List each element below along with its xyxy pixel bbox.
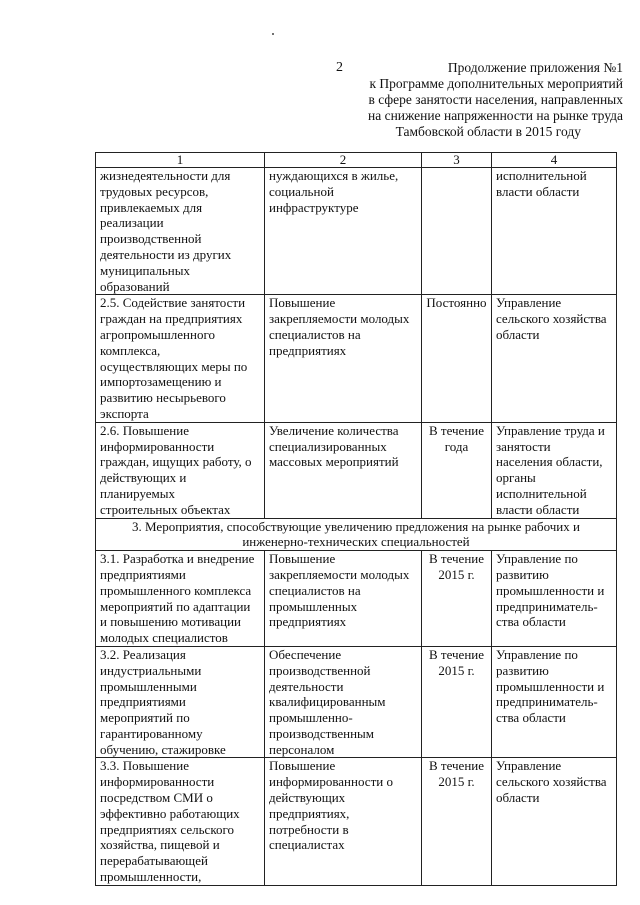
result-cell: Повышение закрепляемости молодых специалистов на предприятиях xyxy=(265,295,422,422)
column-number: 1 xyxy=(96,153,265,168)
appendix-header-line: Тамбовской области в 2015 году xyxy=(395,124,581,139)
page-number: 2 xyxy=(336,60,343,75)
table-row xyxy=(96,758,617,886)
appendix-header-line: Продолжение приложения №1 xyxy=(447,60,623,75)
result-cell: Повышение закрепляемости молодых специалистов на промышленных предприятиях xyxy=(265,551,422,647)
table-row xyxy=(96,646,617,758)
measure-cell: 3.3. Повышение информированности посредством СМИ о эффективно работающих предприятиях сельского хозяйства, пищевой и перерабатывающей промышленности, xyxy=(96,758,265,886)
table-row xyxy=(96,168,617,295)
column-number: 4 xyxy=(492,153,617,168)
table-row xyxy=(96,551,617,647)
appendix-header xyxy=(368,60,623,140)
executor-cell: Управление сельского хозяйства области xyxy=(492,295,617,422)
section-title: 3. Мероприятия, способствующие увеличению предложения на рынке рабочих и инженерно-технических специальностей xyxy=(96,518,617,551)
executor-cell: Управление по развитию промышленности и предприниматель- ства области xyxy=(492,551,617,647)
term-cell: В течение 2015 г. xyxy=(422,758,492,886)
measure-cell: 2.5. Содействие занятости граждан на предприятиях агропромышленного комплекса, осуществляющих меры по импортозамещению и развитию несырьевого экспорта xyxy=(96,295,265,422)
term-cell: В течение 2015 г. xyxy=(422,551,492,647)
executor-cell: Управление по развитию промышленности и предприниматель- ства области xyxy=(492,646,617,758)
term-cell: Постоянно xyxy=(422,295,492,422)
table-row xyxy=(96,422,617,518)
column-number: 3 xyxy=(422,153,492,168)
executor-cell: Управление труда и занятости населения области, органы исполнительной власти области xyxy=(492,422,617,518)
term-cell: В течение года xyxy=(422,422,492,518)
result-cell: Увеличение количества специализированных массовых мероприятий xyxy=(265,422,422,518)
executor-cell: Управление сельского хозяйства области xyxy=(492,758,617,886)
result-cell: Повышение информированности о действующих предприятиях, потребности в специалистах xyxy=(265,758,422,886)
result-cell: Обеспечение производственной деятельности квалифицированным промышленно- производственным персоналом xyxy=(265,646,422,758)
appendix-header-line: на снижение напряженности на рынке труда xyxy=(367,108,623,123)
section-row xyxy=(96,518,617,551)
scan-speck xyxy=(272,33,274,35)
measure-cell: 2.6. Повышение информированности граждан, ищущих работу, о действующих и планируемых строительных объектах xyxy=(96,422,265,518)
term-cell: В течение 2015 г. xyxy=(422,646,492,758)
appendix-header-line: в сфере занятости населения, направленных xyxy=(368,92,623,107)
measures-table xyxy=(95,152,617,886)
measure-cell: жизнедеятельности для трудовых ресурсов, привлекаемых для реализации производственной деятельности из других муниципальных образований xyxy=(96,168,265,295)
executor-cell: исполнительной власти области xyxy=(492,168,617,295)
measure-cell: 3.1. Разработка и внедрение предприятиями промышленного комплекса мероприятий по адаптации и повышению мотивации молодых специалистов xyxy=(96,551,265,647)
result-cell: нуждающихся в жилье, социальной инфраструктуре xyxy=(265,168,422,295)
appendix-header-line: к Программе дополнительных мероприятий xyxy=(369,76,623,91)
measure-cell: 3.2. Реализация индустриальными промышленными предприятиями мероприятий по гарантированному обучению, стажировке xyxy=(96,646,265,758)
column-number: 2 xyxy=(265,153,422,168)
term-cell xyxy=(422,168,492,295)
table-row xyxy=(96,295,617,422)
column-number-row xyxy=(96,153,617,168)
